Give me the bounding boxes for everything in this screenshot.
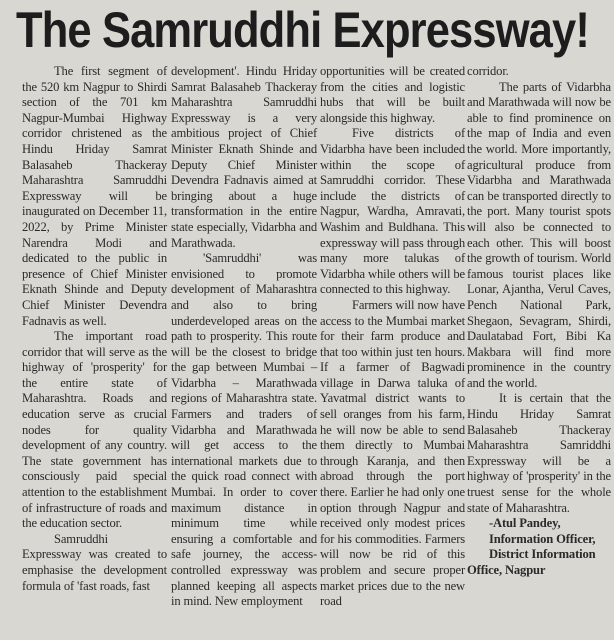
paragraph: development'. Hindu Hriday Samrat Balasaheb Thackeray Maharashtra Samruddhi Expressway is a very ambitious project of Chief Minister Eknath Shinde and Deputy Chief Minister Devendra Fadnavis aimed at bringing about a huge transformation in the entire state especially, Vidarbha and Marathwada. (171, 64, 317, 250)
paragraph: It is certain that the Hindu Hriday Samrat Balasaheb Thackeray Maharashtra Samriddhi Expressway will be a highway of 'prosperity' in the truest sense for the whole state of Maharashtra. (467, 391, 611, 515)
paragraph: Samruddhi Expressway was created to emphasise the development formula of 'fast roads, fast (22, 531, 167, 593)
paragraph: Five districts of Vidarbha have been included within the scope of Samruddhi corridor. These include the districts of Nagpur, Wardha, Amravati, Washim and Buldhana. This expressway will pass through many more talukas of Vidarbha while others will be connected to this highway. (320, 126, 465, 297)
paragraph: corridor. (467, 64, 509, 78)
article-column-1 (22, 64, 167, 594)
paragraph: The first segment of the 520 km Nagpur to Shirdi section of the 701 km Nagpur-Mumbai Highway corridor christened as the Hindu Hriday Samrat Balasaheb Thackeray Maharashtra Samruddhi Expressway will be inaugurated on December 11, 2022, by Prime Minister Narendra Modi and dedicated to the public in presence of Chief Minister Eknath Shinde and Deputy Chief Minister Devendra Fadnavis as well. (22, 64, 167, 328)
paragraph: Farmers will now have access to the Mumbai market for their farm produce and that too within just ten hours. If a farmer of Bagwadi village in Darwa taluka of Yavatmal district wants to sell oranges from his farm, he will now be able to send them directly to Mumbai through Karanja, and then abroad through the port there. Earlier he had only one option through Nagpur and received only modest prices for his commodities. Farmers will now be rid of this problem and secure proper market prices due to the new road (320, 297, 465, 609)
byline-author: -Atul Pandey, (489, 516, 561, 531)
byline-office-location: Office, Nagpur (467, 563, 546, 577)
byline-title: Information Officer, (489, 531, 596, 546)
article-column-3 (320, 64, 465, 610)
paragraph: opportunities will be created from the cities and logistic hubs that will be built alongside this highway. (320, 64, 465, 125)
paragraph: The parts of Vidarbha and Marathwada will now be able to find prominence on the map of India and even the world. More importantly, agricultural produce from Vidarbha and Marathwada can be transported directly to the port. Many tourist spots will also be connected to each other. This will boost the growth of tourism. World famous tourist places like Lonar, Ajantha, Verul Caves, Pench National Park, Shegaon, Sevagram, Shirdi, Daulatabad Fort, Bibi Ka Makbara will find more prominence in the country and the world. (467, 79, 611, 390)
paragraph: 'Samruddhi' was envisioned to promote development of Maharashtra and also to bring underdeveloped areas on the path to prosperity. This route will be the closest to bridge the gap between Mumbai – Vidarbha – Marathwada regions of Maharashtra state. Farmers and traders of Vidarbha and Marathwada will get access to the international markets due to the quick road connect with Mumbai. In order to cover maximum distance in minimum time while ensuring a comfortable and safe journey, the access-controlled expressway was planned keeping all aspects in mind. New employment (171, 251, 317, 609)
byline (467, 516, 611, 578)
article-column-2 (171, 64, 317, 610)
paragraph: The important road corridor that will serve as the highway of 'prosperity' for the entire state of Maharashtra. Roads and education serve as crucial nodes for quality development of any country. The state government has consciously paid special attention to the establishment of infrastructure of roads and the education sector. (22, 329, 167, 531)
headline: The Samruddhi Expressway! (16, 2, 589, 58)
article-column-4 (467, 64, 611, 579)
byline-office: District Information (489, 547, 596, 562)
